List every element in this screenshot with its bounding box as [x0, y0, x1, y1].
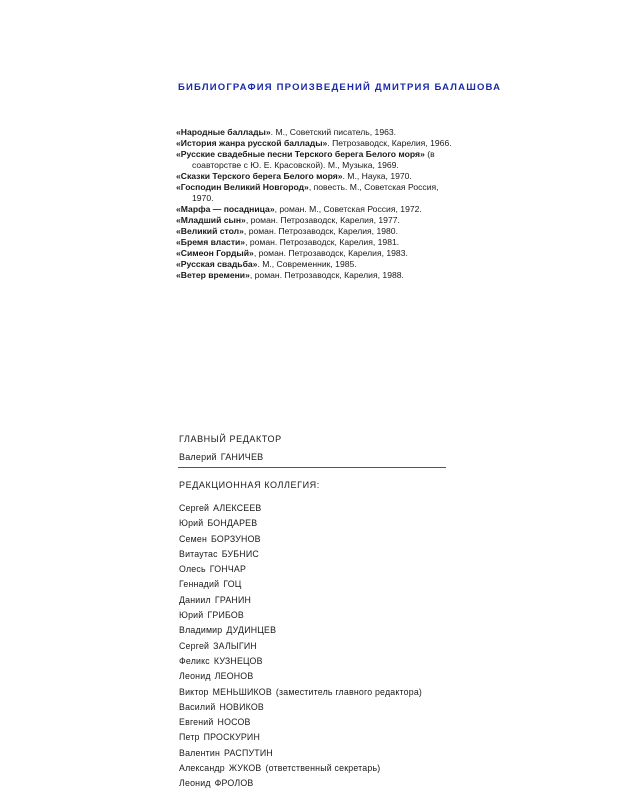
board-member: [179, 501, 422, 516]
board-member: [179, 639, 422, 654]
board-member-role-note: (заместитель главного редактора): [275, 686, 423, 697]
bibliography-entry: [176, 215, 461, 226]
bibliography-entry: [176, 182, 461, 204]
board-member-last-name: ФРОЛОВ: [214, 778, 254, 789]
bibliography-title: БИБЛИОГРАФИЯ ПРОИЗВЕДЕНИЙ ДМИТРИЯ БАЛАШОВА: [178, 82, 502, 93]
bibliography-entry: [176, 138, 461, 149]
board-member-first-name: Петр: [179, 732, 200, 743]
editorial-board-list: [179, 501, 422, 792]
board-member-first-name: Василий: [179, 701, 216, 712]
bibliography-entry-title: «Младший сын»: [176, 215, 246, 225]
board-member-first-name: Юрий: [179, 518, 204, 529]
board-member-first-name: Витаутас: [179, 548, 218, 559]
board-member-last-name: ЖУКОВ: [228, 763, 262, 774]
board-member-last-name: РАСПУТИН: [224, 747, 273, 758]
bibliography-entry-details: (в соавторстве с Ю. Е. Красовской). М., Музыка, 1969.: [192, 149, 435, 170]
board-member-first-name: Александр: [179, 763, 225, 774]
board-member: [179, 685, 422, 700]
board-member: [179, 608, 422, 623]
bibliography-entry-details: , роман. Петрозаводск, Карелия, 1988.: [249, 270, 404, 280]
board-member-last-name: БУБНИС: [221, 548, 259, 559]
board-member: [179, 577, 422, 592]
board-member-last-name: ЛЕОНОВ: [214, 671, 254, 682]
chief-editor-last-name: ГАНИЧЕВ: [220, 452, 264, 462]
board-member: [179, 700, 422, 715]
bibliography-entry: [176, 127, 461, 138]
board-member: [179, 715, 422, 730]
board-member-first-name: Даниил: [179, 594, 211, 605]
bibliography-entry-title: «Симеон Гордый»: [176, 248, 254, 258]
board-member-last-name: БОРЗУНОВ: [211, 533, 261, 544]
board-member-first-name: Леонид: [179, 778, 211, 789]
bibliography-entry-title: «Господин Великий Новгород»: [176, 182, 309, 192]
bibliography-entry: [176, 204, 461, 215]
board-member-role-note: (ответственный секретарь): [265, 763, 381, 774]
board-member-last-name: ГОЦ: [223, 579, 242, 590]
bibliography-entry: [176, 259, 461, 270]
bibliography-list: [176, 127, 461, 281]
board-member-last-name: БОНДАРЕВ: [207, 518, 258, 529]
bibliography-entry-title: «Сказки Терского берега Белого моря»: [176, 171, 343, 181]
board-member: [179, 669, 422, 684]
bibliography-entry-details: , роман. Петрозаводск, Карелия, 1983.: [253, 248, 408, 258]
board-member: [179, 593, 422, 608]
board-member-last-name: НОВИКОВ: [219, 701, 264, 712]
board-member: [179, 516, 422, 531]
board-member-first-name: Сергей: [179, 640, 210, 651]
board-member-last-name: ГРИБОВ: [207, 610, 244, 621]
bibliography-entry-details: . Петрозаводск, Карелия, 1966.: [327, 138, 452, 148]
bibliography-entry-details: . М., Современник, 1985.: [257, 259, 357, 269]
chief-editor-heading: ГЛАВНЫЙ РЕДАКТОР: [179, 434, 282, 444]
bibliography-entry: [176, 171, 461, 182]
bibliography-entry-details: , роман. Петрозаводск, Карелия, 1980.: [243, 226, 398, 236]
bibliography-entry-title: «Народные баллады»: [176, 127, 271, 137]
bibliography-entry-title: «Русская свадьба»: [176, 259, 258, 269]
bibliography-entry-title: «Бремя власти»: [176, 237, 246, 247]
board-member-last-name: АЛЕКСЕЕВ: [213, 503, 262, 513]
editorial-board-heading: РЕДАКЦИОННАЯ КОЛЛЕГИЯ:: [179, 480, 320, 490]
board-member-first-name: Сергей: [179, 503, 210, 513]
bibliography-entry-details: . М., Наука, 1970.: [342, 171, 412, 181]
board-member-last-name: НОСОВ: [217, 717, 251, 728]
bibliography-entry-details: , роман. Петрозаводск, Карелия, 1977.: [245, 215, 400, 225]
board-member-first-name: Валентин: [179, 747, 221, 758]
board-member-last-name: ПРОСКУРИН: [203, 732, 261, 743]
bibliography-entry-title: «Марфа — посадница»: [176, 204, 275, 214]
board-member: [179, 623, 422, 638]
bibliography-entry: [176, 237, 461, 248]
board-member-last-name: ГОНЧАР: [209, 564, 247, 575]
divider-rule: [178, 467, 446, 468]
bibliography-entry-title: «Русские свадебные песни Терского берега Белого моря»: [176, 149, 425, 159]
board-member-last-name: ГРАНИН: [214, 594, 252, 605]
board-member: [179, 730, 422, 745]
bibliography-entry-title: «История жанра русской баллады»: [176, 138, 328, 148]
bibliography-entry-details: , роман. Петрозаводск, Карелия, 1981.: [245, 237, 400, 247]
bibliography-entry-title: «Ветер времени»: [176, 270, 250, 280]
board-member-last-name: ДУДИНЦЕВ: [226, 625, 277, 636]
bibliography-entry: [176, 270, 461, 281]
board-member-last-name: МЕНЬШИКОВ: [212, 686, 272, 697]
bibliography-entry-details: . М., Советский писатель, 1963.: [270, 127, 397, 137]
board-member: [179, 547, 422, 562]
chief-editor-name: [179, 452, 263, 462]
board-member-last-name: КУЗНЕЦОВ: [213, 655, 263, 666]
board-member: [179, 654, 422, 669]
board-member-first-name: Владимир: [179, 625, 223, 636]
board-member: [179, 776, 422, 791]
bibliography-entry: [176, 248, 461, 259]
bibliography-entry-details: , роман. М., Советская Россия, 1972.: [274, 204, 422, 214]
board-member-first-name: Феликс: [179, 655, 210, 666]
board-member: [179, 761, 422, 776]
bibliography-entry: [176, 149, 461, 171]
bibliography-entry-title: «Великий стол»: [176, 226, 244, 236]
board-member-first-name: Олесь: [179, 564, 206, 575]
board-member-last-name: ЗАЛЫГИН: [213, 640, 257, 651]
chief-editor-first-name: Валерий: [179, 452, 217, 462]
board-member-first-name: Юрий: [179, 610, 204, 621]
board-member-first-name: Виктор: [179, 686, 209, 697]
board-member: [179, 532, 422, 547]
board-member-first-name: Геннадий: [179, 579, 220, 590]
board-member: [179, 562, 422, 577]
board-member-first-name: Леонид: [179, 671, 211, 682]
board-member: [179, 746, 422, 761]
bibliography-entry: [176, 226, 461, 237]
board-member-first-name: Семен: [179, 533, 208, 544]
bibliography-entry-details: , повесть. М., Советская Россия, 1970.: [192, 182, 439, 203]
board-member-first-name: Евгений: [179, 717, 214, 728]
